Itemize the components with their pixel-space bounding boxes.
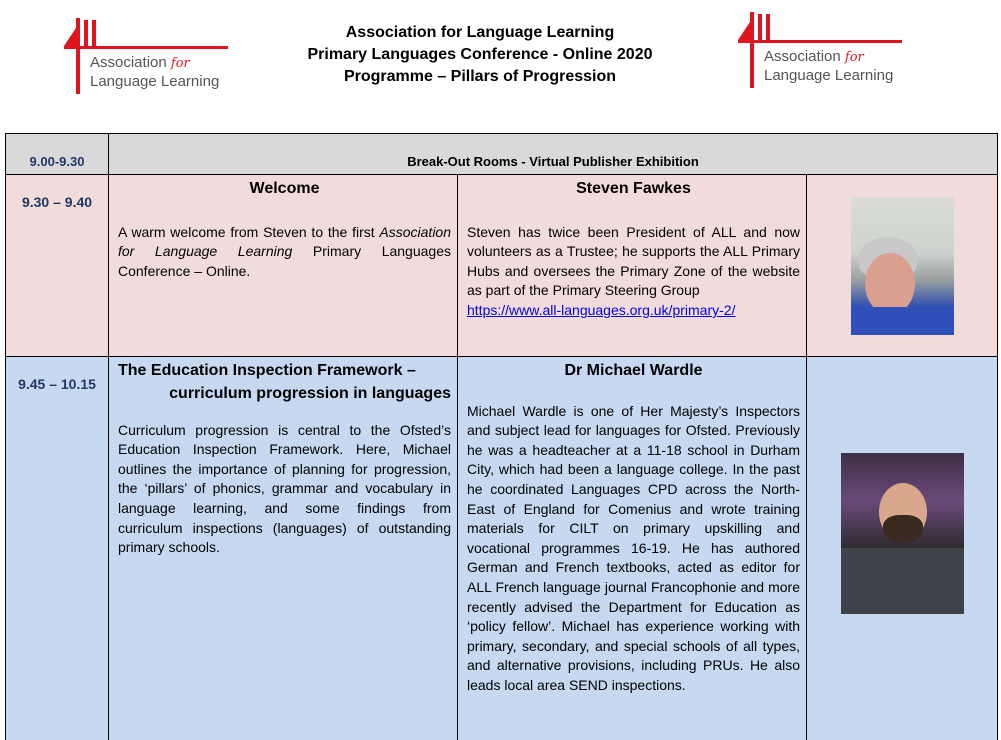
- speaker-bio: Michael Wardle is one of Her Majesty’s Inspectors and subject lead for languages for Ofsted. Previously he was a headteacher at a 11-18 school in Durham City, which had been a language college. In the past he coordinated Languages CPD across the North-East of England for Comenius and wrote training materials for CILT on primary upskilling and vocational programmes 16-19. He has authored German and French textbooks, acted as editor for ALL French language journal Francophonie and more recently advised the Department for Education as ‘policy fellow’. Michael has experience working with primary, secondary, and special schools of all types, and alternative provisions, including PRUs. He also leads local area SEND inspections.: [467, 402, 800, 693]
- logo-mark-shape: [64, 28, 76, 46]
- logo-mark-stroke: [750, 12, 754, 88]
- programme-row-break: [6, 134, 998, 175]
- session-description-cell: [109, 356, 458, 740]
- speaker-photo-cell: [807, 356, 998, 740]
- logo-text-line2: Language Learning: [764, 67, 894, 84]
- speaker-website-link[interactable]: https://www.all-languages.org.uk/primary-2/: [467, 301, 736, 318]
- logo-mark-stroke: [76, 18, 80, 94]
- logo-mark-stroke: [84, 20, 88, 46]
- title-line-2: Primary Languages Conference - Online 2020: [307, 46, 653, 63]
- session-description-cell: [109, 174, 458, 356]
- logo-text-line2: Language Learning: [90, 73, 220, 90]
- speaker-photo-cell: [807, 174, 998, 356]
- programme-table: [5, 133, 998, 740]
- session-title-line-1: The Education Inspection Framework –: [118, 361, 416, 379]
- session-title: Welcome: [249, 179, 320, 197]
- session-time: 9.30 – 9.40: [6, 174, 109, 356]
- logo-text-line1: Association for: [90, 54, 190, 71]
- break-label: Break-Out Rooms - Virtual Publisher Exhibition: [109, 134, 998, 175]
- title-line-1: Association for Language Learning: [345, 24, 615, 41]
- speaker-photo-michael-wardle: [841, 453, 964, 614]
- speaker-name: Steven Fawkes: [576, 179, 691, 197]
- speaker-cell: [458, 174, 807, 356]
- speaker-bio: Steven has twice been President of ALL and now volunteers as a Trustee; he supports the ALL Primary Hubs and oversees the Primary Zone of the website as part of the Primary Steering Group https://www.all-languages.org.uk/primary-2/: [467, 223, 800, 318]
- session-description: A warm welcome from Steven to the first Association for Language Learning Primary Languages Conference – Online.: [118, 223, 451, 279]
- session-time: 9.45 – 10.15: [6, 356, 109, 740]
- title-line-3: Programme – Pillars of Progression: [343, 68, 617, 85]
- logo-mark-shape: [738, 22, 750, 40]
- programme-row-inspection-framework: [6, 356, 998, 740]
- speaker-cell: [458, 356, 807, 740]
- logo-mark-stroke: [92, 20, 96, 46]
- session-time: 9.00-9.30: [6, 134, 109, 175]
- speaker-photo-steven-fawkes: [851, 197, 954, 335]
- logo-mark-bar: [738, 40, 902, 43]
- logo-mark-stroke: [766, 14, 770, 40]
- document-title: [280, 22, 680, 88]
- all-logo-left: [62, 18, 232, 98]
- programme-row-welcome: [6, 174, 998, 356]
- all-logo-right: [736, 12, 906, 92]
- session-title-line-2: curriculum progression in languages: [169, 384, 451, 402]
- session-description: Curriculum progression is central to the Ofsted’s Education Inspection Framework. Here, Michael outlines the importance of planning for progression, the ‘pillars’ of phonics, grammar and vocabulary in language learning, and some findings from curriculum inspections (languages) of outstanding primary schools.: [118, 421, 451, 556]
- logo-mark-bar: [64, 46, 228, 49]
- speaker-name: Dr Michael Wardle: [564, 361, 703, 379]
- logo-mark-stroke: [758, 14, 762, 40]
- logo-text-line1: Association for: [764, 48, 864, 65]
